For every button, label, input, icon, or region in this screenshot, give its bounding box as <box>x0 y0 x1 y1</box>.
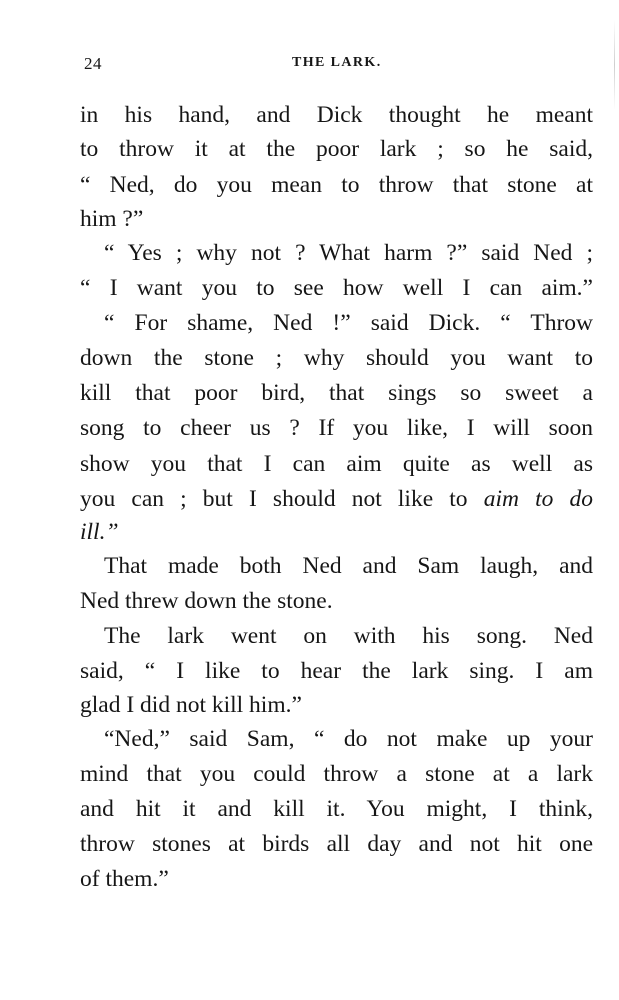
text-line: show you that I can aim quite as well as <box>80 451 593 477</box>
page-header <box>84 54 510 78</box>
text-line: to throw it at the poor lark ; so he said, <box>80 136 593 162</box>
text-line: “ Yes ; why not ? What harm ?” said Ned ; <box>104 240 593 266</box>
page-edge-shadow <box>614 20 615 110</box>
text-line: kill that poor bird, that sings so sweet a <box>80 380 593 406</box>
running-title: THE LARK. <box>292 55 382 70</box>
text-line: said, “ I like to hear the lark sing. I am <box>80 658 593 684</box>
text-line: “ I want you to see how well I can aim.” <box>80 275 593 301</box>
text-line: down the stone ; why should you want to <box>80 345 593 371</box>
text-line: “Ned,” said Sam, “ do not make up your <box>104 726 593 752</box>
text-line: of them.” <box>80 866 169 892</box>
text-line: throw stones at birds all day and not hit one <box>80 831 593 857</box>
text-line <box>80 482 593 516</box>
text-line: ill.” <box>80 519 119 545</box>
text-line: song to cheer us ? If you like, I will soon <box>80 415 593 441</box>
text-line-italic: aim to do <box>483 486 594 512</box>
text-line: glad I did not kill him.” <box>80 692 302 718</box>
text-line: in his hand, and Dick thought he meant <box>80 102 593 128</box>
text-line: “ Ned, do you mean to throw that stone at <box>80 172 593 198</box>
text-line: “ For shame, Ned !” said Dick. “ Throw <box>104 310 593 336</box>
text-line: Ned threw down the stone. <box>80 588 333 614</box>
text-line: and hit it and kill it. You might, I think, <box>80 796 593 822</box>
text-line-roman: you can ; but I should not like to <box>80 486 468 512</box>
text-line: him ?” <box>80 206 144 232</box>
text-line: mind that you could throw a stone at a lark <box>80 761 593 787</box>
text-line: The lark went on with his song. Ned <box>104 623 593 649</box>
page-number: 24 <box>84 54 102 73</box>
text-line: That made both Ned and Sam laugh, and <box>104 553 593 579</box>
